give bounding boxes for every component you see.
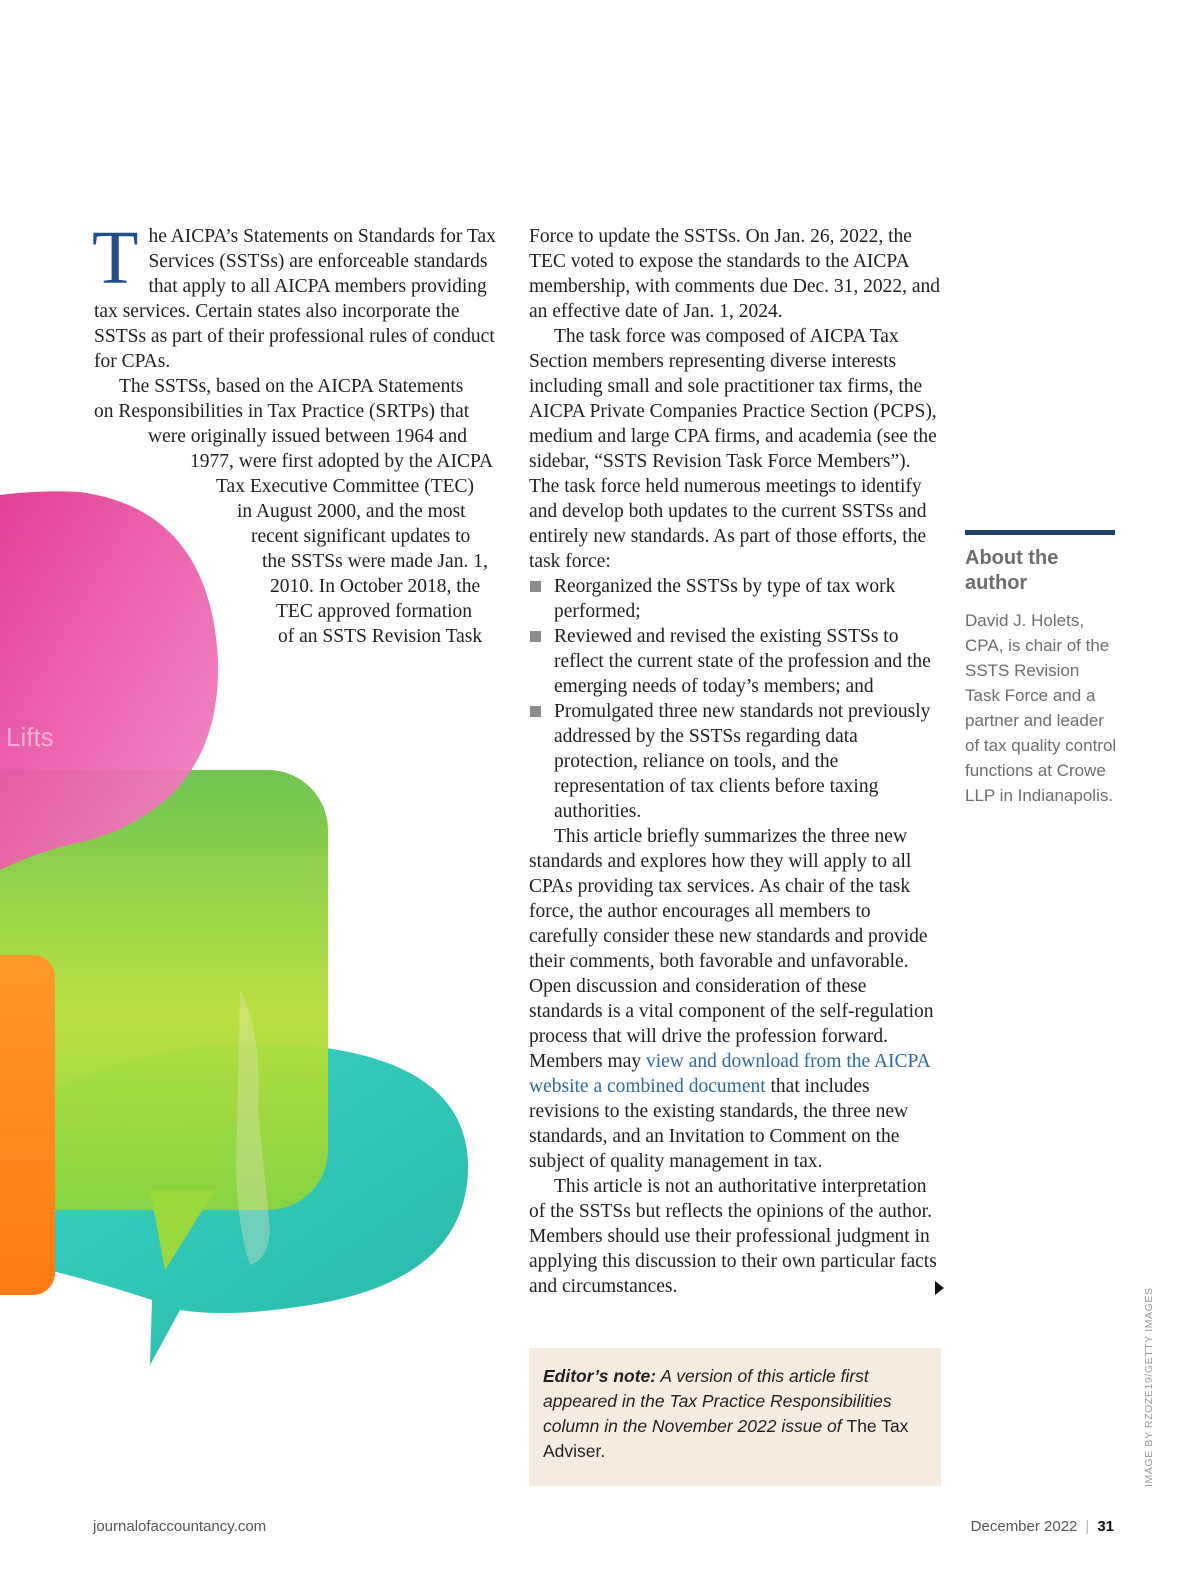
sign-text: Lifts bbox=[6, 722, 54, 752]
about-author-text: David J. Holets, CPA, is chair of the SSTS Revision Task Force and a partner and leader of tax quality control functions at Crowe LLP in Indianapolis. bbox=[965, 611, 1117, 805]
task-force-paragraph: The task force was composed of AICPA Tax Section members representing diverse interests including small and sole practitioner tax firms, the AICPA Private Companies Practice Section (PCPS), medium and large CPA firms, and academia (see the sidebar, “SSTS Revision Task Force Members”). The task force held numerous meetings to identify and develop both updates to the current SSTSs and entirely new standards. As part of those efforts, the task force: bbox=[529, 326, 937, 572]
article-column-1 bbox=[92, 216, 509, 649]
footer-site: journalofaccountancy.com bbox=[93, 1518, 267, 1535]
article-column-2 bbox=[529, 224, 944, 1299]
footer-folio bbox=[971, 1518, 1114, 1535]
task-force-bullet-list bbox=[529, 574, 944, 824]
continue-arrow-icon bbox=[935, 1281, 944, 1295]
history-paragraph: The SSTSs, based on the AICPA Statements on Responsibilities in Tax Practice (SRTPs) that were originally issued between 1964 and 1977, were first adopted by the AICPA Tax Executive Committee (TEC) in August 2000, and the most recent significant updates to the SSTSs were made Jan. 1, 2010. In October 2018, the TEC approved formation of an SSTS Revision Task bbox=[94, 376, 494, 647]
publication-name: The Tax Adviser. bbox=[543, 1416, 909, 1461]
disclaimer-paragraph: This article is not an authoritative interpretation of the SSTSs but reflects the opinions of the author. Members should use their professional judgment in applying this discussion to their own particular facts and circumstances. bbox=[529, 1174, 944, 1299]
about-author-title: About the author bbox=[965, 547, 1059, 594]
page-number: 31 bbox=[1097, 1518, 1114, 1535]
sidebar-rule bbox=[965, 530, 1115, 535]
exposure-paragraph: Force to update the SSTSs. On Jan. 26, 2022, the TEC voted to expose the standards to the AICPA membership, with comments due Dec. 31, 2022, and an effective date of Jan. 1, 2024. bbox=[529, 226, 941, 322]
bullet-item: Promulgated three new standards not previously addressed by the SSTSs regarding data protection, reliance on tools, and the representation of tax clients before taxing authorities. bbox=[529, 699, 944, 824]
issue-date: December 2022 bbox=[970, 1518, 1078, 1535]
intro-paragraph: he AICPA’s Statements on Standards for Tax Services (SSTSs) are enforceable standards that apply to all AICPA members providing tax services. Certain states also incorporate the SSTSs as part of their professional rules of conduct for CPAs. bbox=[94, 226, 496, 372]
editors-note-label: Editor’s note: bbox=[543, 1366, 657, 1386]
download-document-link[interactable]: view and download from the AICPA website a combined document bbox=[529, 1051, 930, 1097]
editors-note: Editor’s note: A version of this article first appeared in the Tax Practice Responsibilities column in the November 2022 issue of The Tax Adviser. bbox=[529, 1348, 941, 1486]
bullet-item: Reviewed and revised the existing SSTSs to reflect the current state of the profession and the emerging needs of today’s members; and bbox=[529, 624, 944, 699]
bullet-item: Reorganized the SSTSs by type of tax work performed; bbox=[529, 574, 944, 624]
folio-divider: | bbox=[1085, 1518, 1090, 1535]
drop-cap: T bbox=[92, 216, 139, 300]
summary-paragraph: This article briefly summarizes the three new standards and explores how they will apply to all CPAs providing tax services. As chair of the task force, the author encourages all members to carefully consider these new standards and provide their comments, both favorable and unfavorable. Open discussion and consideration of these standards is a vital component of the self-regulation process that will drive the profession forward. Members may view and download from the AICPA website a combined document that includes revisions to the existing standards, the three new standards, and an Invitation to Comment on the subject of quality management in tax. bbox=[529, 826, 934, 1172]
image-credit: IMAGE BY RZOZE19/GETTY IMAGES bbox=[1143, 1287, 1155, 1487]
orange-bubble bbox=[0, 955, 55, 1295]
